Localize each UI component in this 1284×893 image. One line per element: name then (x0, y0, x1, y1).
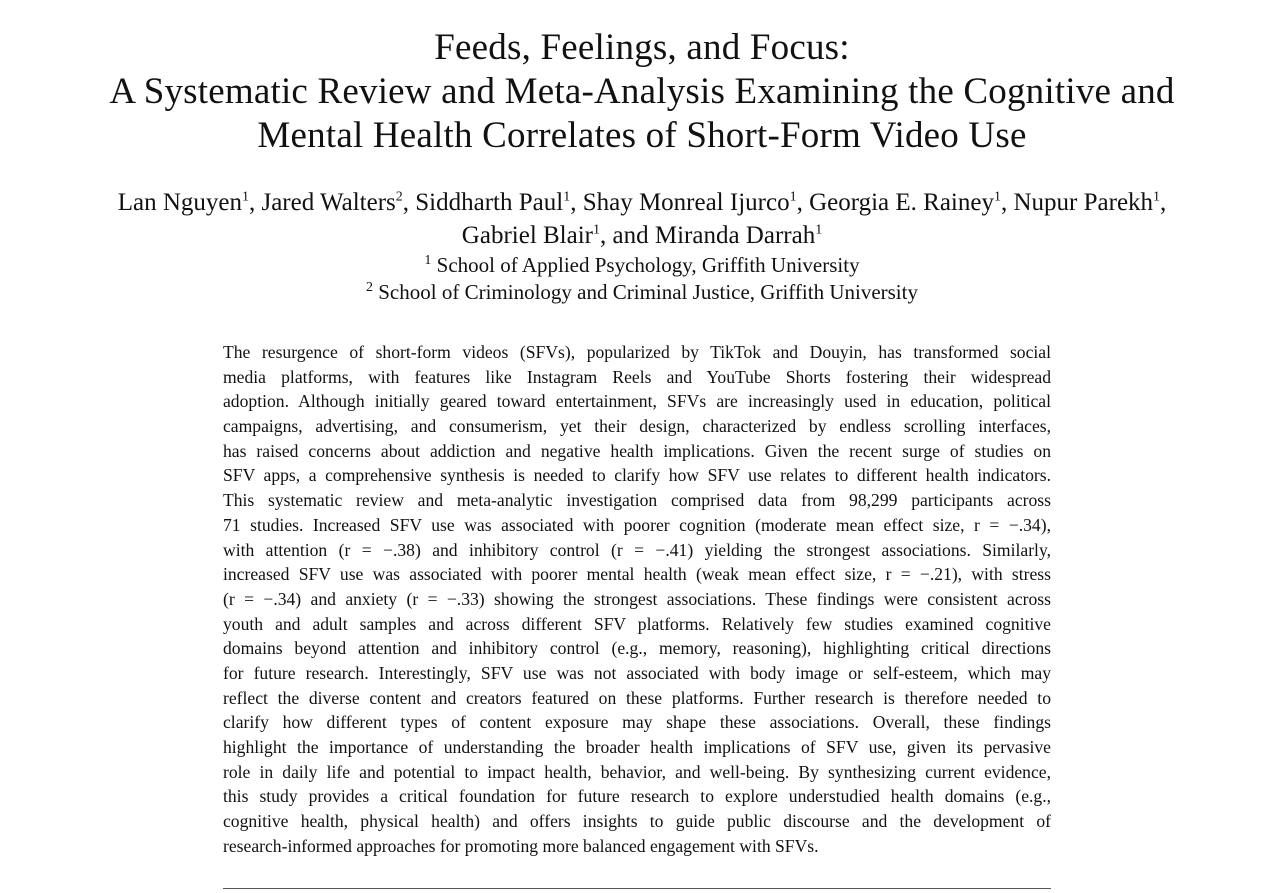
abstract-line: reflect the diverse content and creators featured on these platforms. Further research is therefore needed to (223, 687, 1051, 708)
title-line-3: Mental Health Correlates of Short-Form Video Use (257, 115, 1027, 156)
author-name: Lan Nguyen$^1$ (117, 189, 249, 216)
abstract-line: The resurgence of short-form videos (SFVs), popularized by TikTok and Douyin, has transformed social (223, 342, 1051, 362)
abstract-line: campaigns, advertising, and consumerism, yet their design, characterized by endless scrolling interfaces, (223, 416, 1051, 437)
abstract-line: 71 studies. Increased SFV use was associated with poorer cognition (moderate mean effect size, r = −.34), (223, 514, 1051, 535)
abstract-line: adoption. Although initially geared toward entertainment, SFVs are increasingly used in education, political (223, 391, 1051, 412)
abstract-line: clarify how different types of content exposure may shape these associations. Overall, these findings (223, 712, 1051, 733)
abstract-line: domains beyond attention and inhibitory control (e.g., memory, reasoning), highlighting critical directions (223, 638, 1051, 659)
title-line-2: A Systematic Review and Meta-Analysis Examining the Cognitive and (109, 71, 1175, 112)
abstract-line: has raised concerns about addiction and negative health implications. Given the recent surge of studies on (223, 440, 1051, 461)
abstract (223, 340, 1051, 858)
author-name: Siddharth Paul$^1$ (415, 189, 571, 216)
abstract-line: this study provides a critical foundation for future research to explore understudied health domains (e.g., (223, 786, 1051, 807)
abstract-line: This systematic review and meta-analytic investigation comprised data from 98,299 participants across (223, 490, 1051, 511)
author-name: Shay Monreal Ijurco$^1$ (582, 189, 797, 216)
abstract-line: for future research. Interestingly, SFV use was not associated with body image or self-esteem, which may (223, 662, 1051, 683)
abstract-line: (r = −.34) and anxiety (r = −.33) showing the strongest associations. These findings were consistent across (223, 588, 1051, 609)
author-name: Nupur Parekh$^1$ (1013, 189, 1161, 216)
affiliation-2: $^2$ School of Criminology and Criminal Justice, Griffith University (366, 280, 918, 304)
abstract-line: SFV apps, a comprehensive synthesis is needed to clarify how SFV use relates to different health indicators. (223, 465, 1051, 486)
affiliation-1: $^1$ School of Applied Psychology, Griffith University (424, 253, 860, 277)
author-name: Miranda Darrah$^1$ (654, 222, 823, 249)
author-name: Gabriel Blair$^1$ (461, 222, 600, 249)
author-line-2: Gabriel Blair$^1$, and Miranda Darrah$^1$ (461, 222, 823, 249)
abstract-line: highlight the importance of understanding the broader health implications of SFV use, given its pervasive (223, 737, 1051, 757)
author-name: Jared Walters$^2$ (261, 189, 403, 216)
paper-title (0, 26, 1284, 158)
abstract-line: with attention (r = −.38) and inhibitory control (r = −.41) yielding the strongest associations. Similarly, (223, 539, 1051, 560)
abstract-line: media platforms, with features like Instagram Reels and YouTube Shorts fostering their widespread (223, 366, 1051, 387)
author-name: Georgia E. Rainey$^1$ (809, 189, 1001, 216)
author-line-1: Lan Nguyen$^1$, Jared Walters$^2$, Siddharth Paul$^1$, Shay Monreal Ijurco$^1$, Georgia E. Rainey$^1$, Nupur Parekh$^1$, (117, 189, 1167, 216)
abstract-line: research-informed approaches for promoting more balanced engagement with SFVs. (223, 835, 819, 856)
horizontal-rule (223, 888, 1051, 889)
abstract-line: increased SFV use was associated with poorer mental health (weak mean effect size, r = −.21), with stress (223, 564, 1051, 585)
abstract-line: cognitive health, physical health) and offers insights to guide public discourse and the development of (223, 811, 1051, 832)
title-line-1: Feeds, Feelings, and Focus: (434, 27, 850, 68)
author-list (0, 186, 1284, 306)
abstract-line: role in daily life and potential to impact health, behavior, and well-being. By synthesizing current evidence, (223, 761, 1051, 782)
abstract-line: youth and adult samples and across different SFV platforms. Relatively few studies examined cognitive (223, 613, 1051, 634)
